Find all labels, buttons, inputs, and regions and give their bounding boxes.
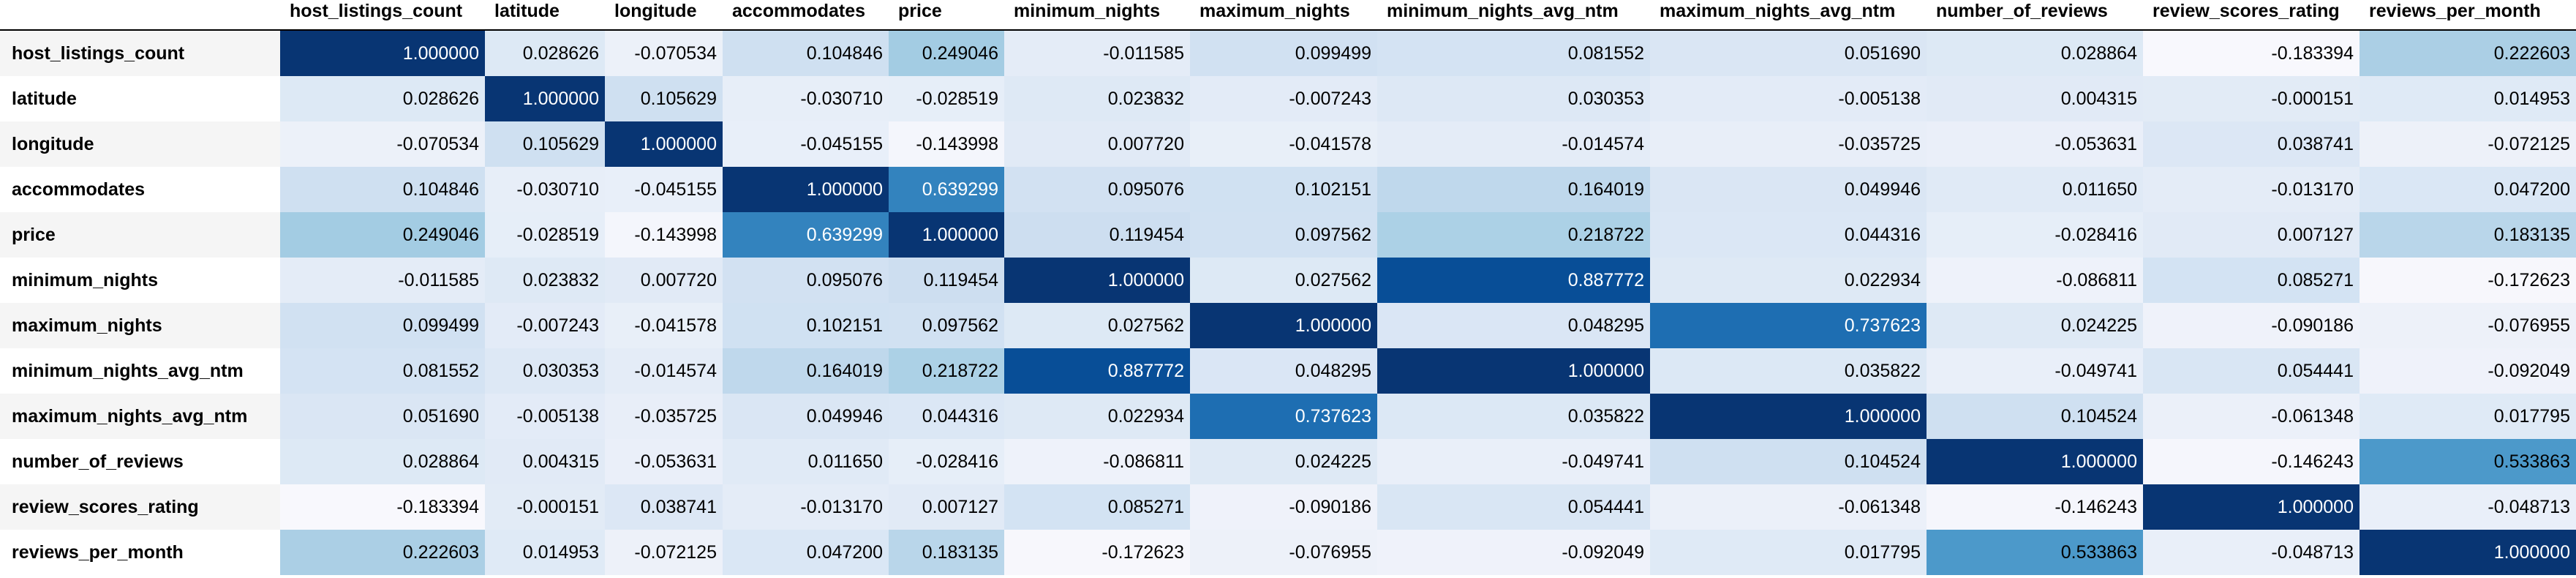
heatmap-cell: -0.013170 [2143, 167, 2360, 212]
heatmap-cell: 1.000000 [1377, 348, 1650, 394]
heatmap-cell: 0.249046 [280, 212, 485, 258]
heatmap-cell: 0.104846 [280, 167, 485, 212]
heatmap-cell: -0.146243 [2143, 439, 2360, 484]
heatmap-cell: 0.038741 [2143, 121, 2360, 167]
heatmap-cell: 0.022934 [1650, 258, 1927, 303]
heatmap-cell: -0.049741 [1927, 348, 2143, 394]
column-header: latitude [494, 1, 560, 21]
heatmap-cell: 0.081552 [280, 348, 485, 394]
heatmap-cell: 1.000000 [889, 212, 1004, 258]
heatmap-cell: -0.035725 [1650, 121, 1927, 167]
heatmap-cell: 0.105629 [605, 76, 723, 121]
heatmap-cell: -0.048713 [2360, 484, 2576, 530]
heatmap-cell: -0.072125 [2360, 121, 2576, 167]
heatmap-cell: 0.218722 [1377, 212, 1650, 258]
heatmap-cell: 0.028626 [485, 31, 605, 76]
column-header: price [898, 1, 942, 21]
heatmap-cell: 0.051690 [280, 394, 485, 439]
heatmap-cell: -0.146243 [1927, 484, 2143, 530]
heatmap-cell: 1.000000 [1650, 394, 1927, 439]
heatmap-cell: 0.047200 [2360, 167, 2576, 212]
heatmap-cell: 0.044316 [1650, 212, 1927, 258]
heatmap-cell: -0.090186 [2143, 303, 2360, 348]
heatmap-cell: -0.028416 [1927, 212, 2143, 258]
row-label: latitude [12, 89, 77, 109]
heatmap-cell: 1.000000 [723, 167, 889, 212]
heatmap-cell: 0.007720 [605, 258, 723, 303]
heatmap-cell: -0.172623 [1004, 530, 1190, 575]
heatmap-cell: 1.000000 [485, 76, 605, 121]
heatmap-cell: 0.007127 [2143, 212, 2360, 258]
heatmap-cell: 0.119454 [889, 258, 1004, 303]
heatmap-cell: -0.053631 [1927, 121, 2143, 167]
heatmap-cell: -0.048713 [2143, 530, 2360, 575]
heatmap-cell: -0.028519 [485, 212, 605, 258]
heatmap-cell: 0.028626 [280, 76, 485, 121]
heatmap-cell: 0.007127 [889, 484, 1004, 530]
column-header: maximum_nights_avg_ntm [1660, 1, 1896, 21]
heatmap-cell: 0.024225 [1190, 439, 1377, 484]
column-header: minimum_nights [1014, 1, 1161, 21]
heatmap-cell: 0.054441 [1377, 484, 1650, 530]
heatmap-cell: -0.005138 [485, 394, 605, 439]
heatmap-cell: -0.086811 [1004, 439, 1190, 484]
heatmap-cell: 1.000000 [1927, 439, 2143, 484]
heatmap-cell: -0.000151 [2143, 76, 2360, 121]
heatmap-cell: 0.218722 [889, 348, 1004, 394]
heatmap-cell: 0.017795 [1650, 530, 1927, 575]
row-label: minimum_nights_avg_ntm [12, 361, 244, 381]
heatmap-cell: 0.014953 [2360, 76, 2576, 121]
heatmap-cell: -0.005138 [1650, 76, 1927, 121]
heatmap-cell: 0.030353 [1377, 76, 1650, 121]
heatmap-cell: 0.023832 [1004, 76, 1190, 121]
heatmap-cell: -0.086811 [1927, 258, 2143, 303]
heatmap-cell: 0.017795 [2360, 394, 2576, 439]
heatmap-cell: 0.095076 [723, 258, 889, 303]
row-label: host_listings_count [12, 43, 185, 64]
heatmap-cell: 0.095076 [1004, 167, 1190, 212]
heatmap-cell: 0.038741 [605, 484, 723, 530]
heatmap-cell: -0.041578 [605, 303, 723, 348]
heatmap-cell: 0.049946 [723, 394, 889, 439]
row-label: reviews_per_month [12, 542, 184, 563]
heatmap-cell: 0.737623 [1650, 303, 1927, 348]
heatmap-cell: 0.014953 [485, 530, 605, 575]
heatmap-cell: 0.102151 [1190, 167, 1377, 212]
heatmap-cell: 0.639299 [723, 212, 889, 258]
heatmap-cell: -0.090186 [1190, 484, 1377, 530]
heatmap-cell: 0.085271 [2143, 258, 2360, 303]
heatmap-cell: 0.164019 [723, 348, 889, 394]
row-label: review_scores_rating [12, 497, 199, 517]
heatmap-cell: 1.000000 [2143, 484, 2360, 530]
heatmap-cell: 0.007720 [1004, 121, 1190, 167]
heatmap-cell: 0.051690 [1650, 31, 1927, 76]
heatmap-cell: -0.070534 [605, 31, 723, 76]
column-header: review_scores_rating [2153, 1, 2340, 21]
heatmap-cell: -0.011585 [280, 258, 485, 303]
heatmap-cell: -0.007243 [485, 303, 605, 348]
heatmap-cell: 0.099499 [280, 303, 485, 348]
heatmap-cell: 0.099499 [1190, 31, 1377, 76]
heatmap-cell: 0.027562 [1004, 303, 1190, 348]
heatmap-cell: 0.105629 [485, 121, 605, 167]
heatmap-cell: 0.048295 [1190, 348, 1377, 394]
heatmap-cell: -0.076955 [2360, 303, 2576, 348]
heatmap-cell: -0.028416 [889, 439, 1004, 484]
heatmap-cell: -0.143998 [889, 121, 1004, 167]
column-header: longitude [614, 1, 697, 21]
heatmap-cell: -0.041578 [1190, 121, 1377, 167]
heatmap-cell: 0.085271 [1004, 484, 1190, 530]
row-label: longitude [12, 134, 94, 154]
heatmap-cell: 0.183135 [889, 530, 1004, 575]
column-header: reviews_per_month [2369, 1, 2541, 21]
heatmap-cell: 0.023832 [485, 258, 605, 303]
heatmap-cell: 0.639299 [889, 167, 1004, 212]
heatmap-cell: 0.048295 [1377, 303, 1650, 348]
heatmap-cell: -0.183394 [2143, 31, 2360, 76]
heatmap-cell: 0.022934 [1004, 394, 1190, 439]
heatmap-cell: -0.061348 [1650, 484, 1927, 530]
heatmap-cell: -0.014574 [605, 348, 723, 394]
heatmap-cell: 0.533863 [1927, 530, 2143, 575]
heatmap-cell: -0.007243 [1190, 76, 1377, 121]
heatmap-cell: -0.092049 [1377, 530, 1650, 575]
heatmap-cell: -0.045155 [605, 167, 723, 212]
heatmap-cell: 0.097562 [1190, 212, 1377, 258]
heatmap-cell: 1.000000 [2360, 530, 2576, 575]
heatmap-cell: 0.119454 [1004, 212, 1190, 258]
heatmap-cell: -0.045155 [723, 121, 889, 167]
heatmap-cell: -0.143998 [605, 212, 723, 258]
heatmap-cell: -0.000151 [485, 484, 605, 530]
heatmap-cell: 0.887772 [1004, 348, 1190, 394]
heatmap-cell: -0.028519 [889, 76, 1004, 121]
heatmap-cell: 0.102151 [723, 303, 889, 348]
heatmap-cell: 0.222603 [2360, 31, 2576, 76]
heatmap-cell: -0.030710 [485, 167, 605, 212]
heatmap-cell: 0.222603 [280, 530, 485, 575]
heatmap-cell: -0.092049 [2360, 348, 2576, 394]
heatmap-cell: 0.011650 [723, 439, 889, 484]
heatmap-cell: 0.035822 [1650, 348, 1927, 394]
heatmap-cell: 0.047200 [723, 530, 889, 575]
heatmap-cell: -0.013170 [723, 484, 889, 530]
heatmap-cell: 0.737623 [1190, 394, 1377, 439]
heatmap-cell: 0.887772 [1377, 258, 1650, 303]
heatmap-cell: -0.035725 [605, 394, 723, 439]
heatmap-cell: -0.011585 [1004, 31, 1190, 76]
heatmap-cell: 0.028864 [280, 439, 485, 484]
heatmap-cell: 1.000000 [605, 121, 723, 167]
row-label: maximum_nights_avg_ntm [12, 406, 248, 427]
heatmap-cell: -0.030710 [723, 76, 889, 121]
heatmap-cell: 0.054441 [2143, 348, 2360, 394]
row-label: maximum_nights [12, 315, 162, 336]
column-header: host_listings_count [290, 1, 463, 21]
heatmap-cell: -0.014574 [1377, 121, 1650, 167]
heatmap-cell: 0.164019 [1377, 167, 1650, 212]
heatmap-cell: 0.081552 [1377, 31, 1650, 76]
heatmap-cell: 0.028864 [1927, 31, 2143, 76]
heatmap-cell: 0.035822 [1377, 394, 1650, 439]
heatmap-cell: -0.183394 [280, 484, 485, 530]
row-label: minimum_nights [12, 270, 159, 290]
heatmap-cell: 1.000000 [1190, 303, 1377, 348]
heatmap-cell: -0.053631 [605, 439, 723, 484]
heatmap-cell: -0.076955 [1190, 530, 1377, 575]
heatmap-cell: -0.172623 [2360, 258, 2576, 303]
row-label: number_of_reviews [12, 451, 184, 472]
heatmap-cell: 0.104846 [723, 31, 889, 76]
heatmap-cell: 0.024225 [1927, 303, 2143, 348]
heatmap-cell: 0.030353 [485, 348, 605, 394]
heatmap-cell: 0.004315 [1927, 76, 2143, 121]
heatmap-cell: -0.070534 [280, 121, 485, 167]
column-header: number_of_reviews [1936, 1, 2108, 21]
heatmap-cell: 0.049946 [1650, 167, 1927, 212]
heatmap-cell: 1.000000 [1004, 258, 1190, 303]
column-header: maximum_nights [1200, 1, 1350, 21]
column-header: accommodates [732, 1, 866, 21]
heatmap-cell: -0.072125 [605, 530, 723, 575]
heatmap-cell: 0.027562 [1190, 258, 1377, 303]
heatmap-cell: 0.104524 [1927, 394, 2143, 439]
row-label: accommodates [12, 179, 146, 200]
heatmap-cell: 1.000000 [280, 31, 485, 76]
heatmap-cell: 0.004315 [485, 439, 605, 484]
heatmap-cell: -0.049741 [1377, 439, 1650, 484]
heatmap-cell: 0.249046 [889, 31, 1004, 76]
heatmap-cell: 0.011650 [1927, 167, 2143, 212]
heatmap-cell: 0.104524 [1650, 439, 1927, 484]
heatmap-cell: -0.061348 [2143, 394, 2360, 439]
heatmap-cell: 0.044316 [889, 394, 1004, 439]
heatmap-cell: 0.097562 [889, 303, 1004, 348]
column-header: minimum_nights_avg_ntm [1387, 1, 1619, 21]
heatmap-cell: 0.533863 [2360, 439, 2576, 484]
row-label: price [12, 225, 56, 245]
heatmap-cell: 0.183135 [2360, 212, 2576, 258]
